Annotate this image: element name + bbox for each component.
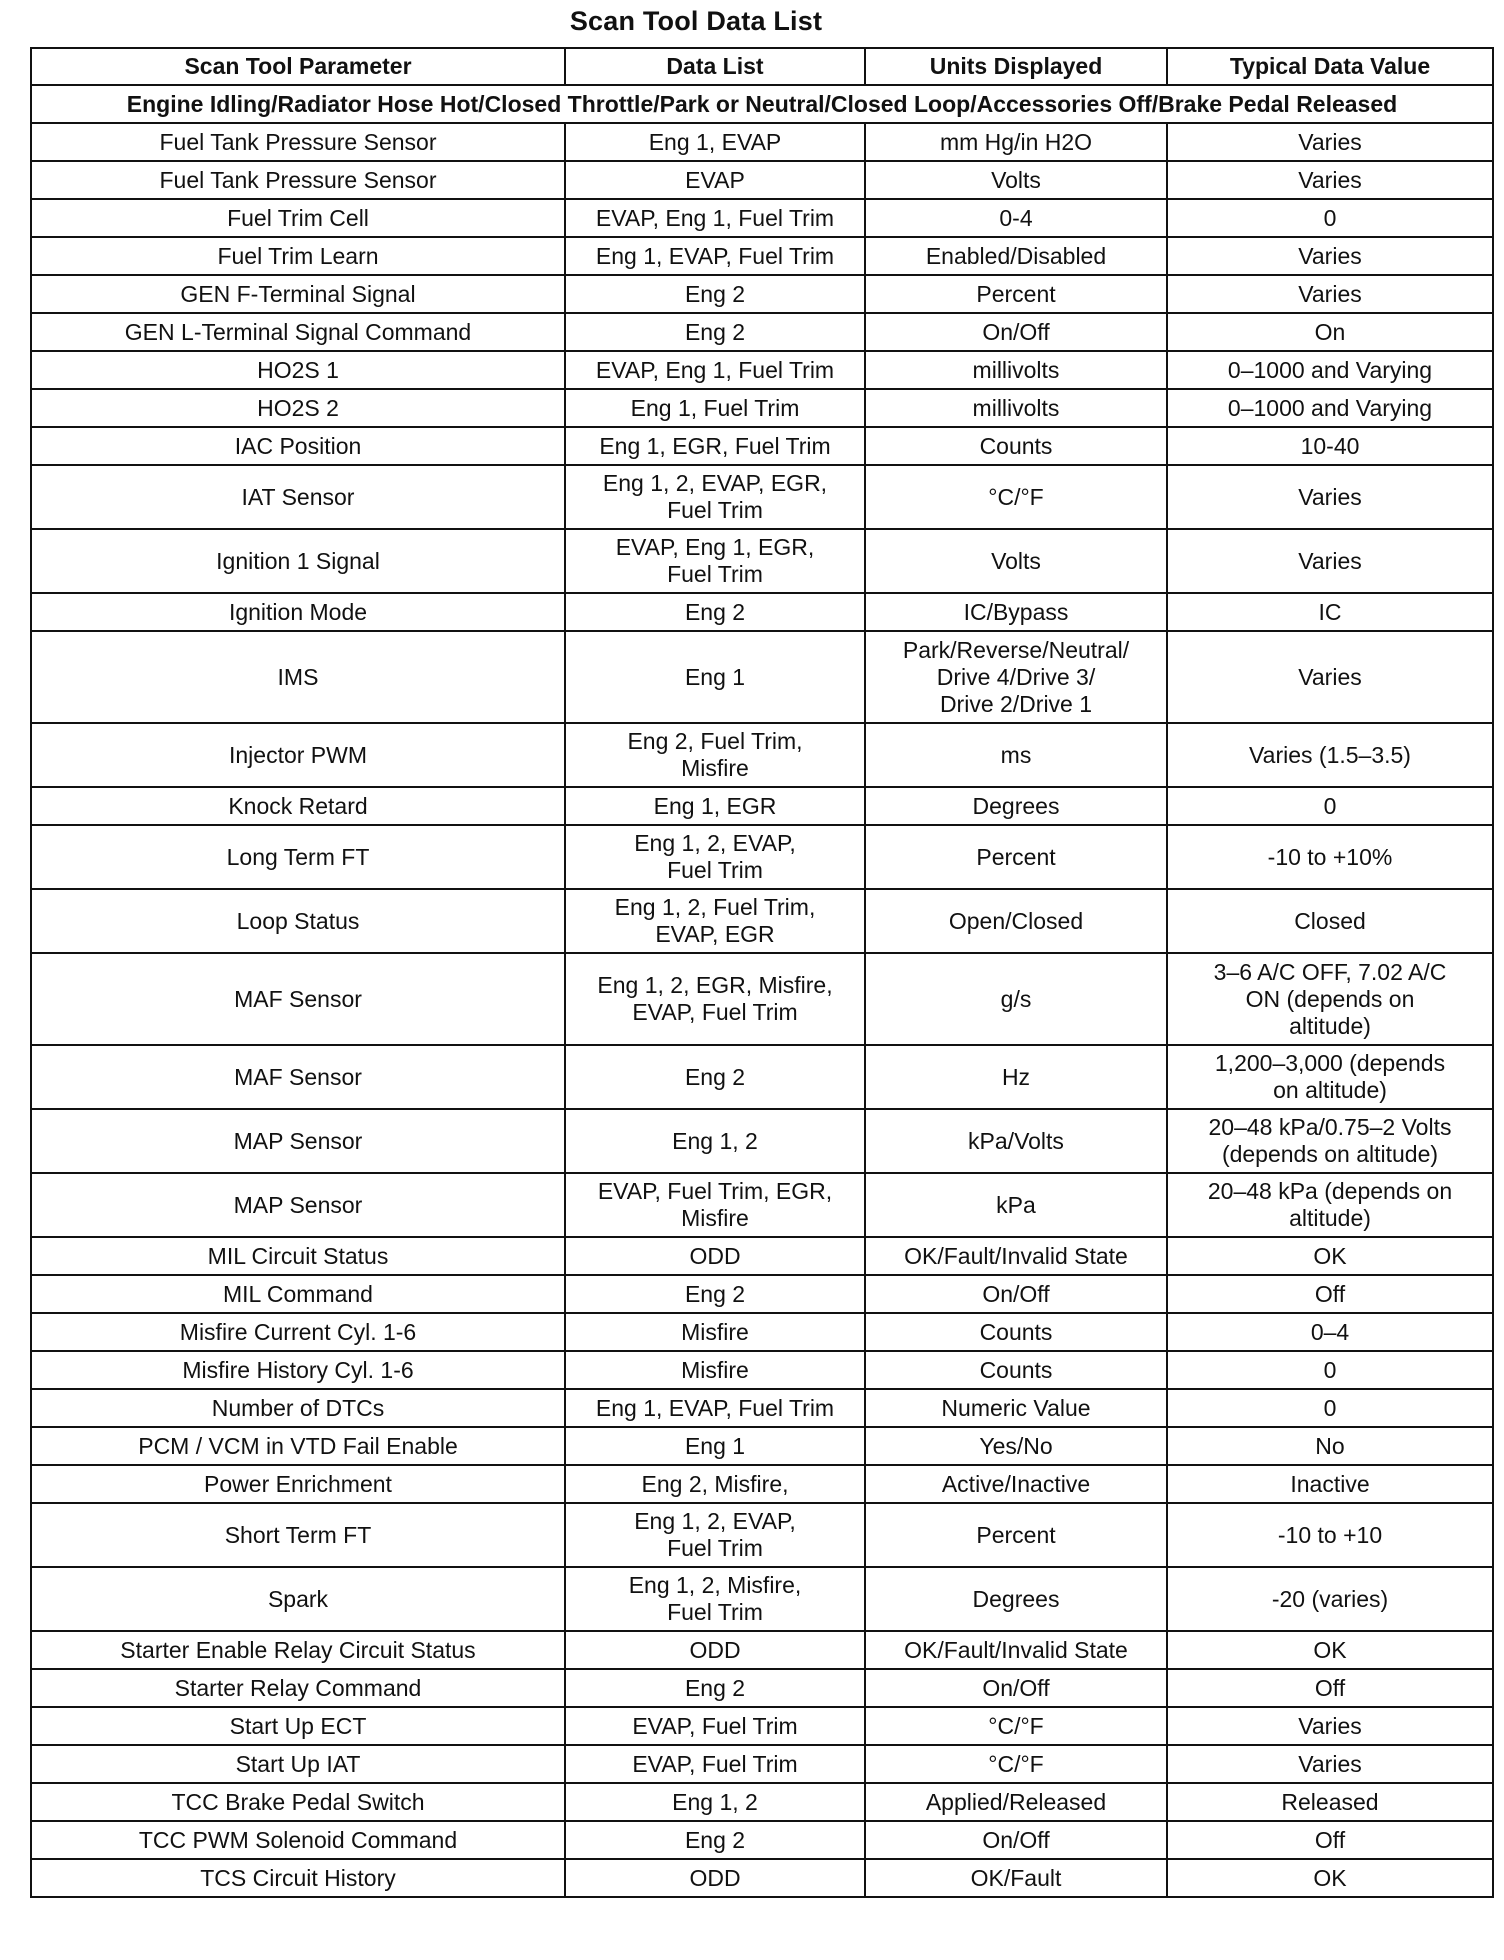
table-row (31, 1275, 1493, 1313)
cell-parameter: IAT Sensor (31, 465, 565, 529)
cell-parameter: Ignition Mode (31, 593, 565, 631)
cell-data-list: Misfire (565, 1313, 865, 1351)
cell-units: On/Off (865, 313, 1167, 351)
cell-units: Park/Reverse/Neutral/ Drive 4/Drive 3/ Drive 2/Drive 1 (865, 631, 1167, 723)
cell-typical-value: 3–6 A/C OFF, 7.02 A/C ON (depends on altitude) (1167, 953, 1493, 1045)
table-row (31, 1783, 1493, 1821)
cell-data-list: EVAP, Fuel Trim (565, 1707, 865, 1745)
table-row (31, 889, 1493, 953)
table-row (31, 1707, 1493, 1745)
cell-typical-value: 0 (1167, 1351, 1493, 1389)
cell-typical-value: Varies (1167, 631, 1493, 723)
cell-parameter: Starter Enable Relay Circuit Status (31, 1631, 565, 1669)
table-row (31, 953, 1493, 1045)
table-row (31, 465, 1493, 529)
cell-data-list: Eng 2 (565, 313, 865, 351)
cell-data-list: Misfire (565, 1351, 865, 1389)
table-body (31, 85, 1493, 1897)
table-row (31, 787, 1493, 825)
cell-parameter: Long Term FT (31, 825, 565, 889)
cell-data-list: Eng 1, EVAP, Fuel Trim (565, 1389, 865, 1427)
cell-typical-value: OK (1167, 1859, 1493, 1897)
cell-data-list: Eng 2 (565, 1275, 865, 1313)
column-header-typical-value: Typical Data Value (1167, 48, 1493, 85)
cell-typical-value: Off (1167, 1821, 1493, 1859)
cell-units: mm Hg/in H2O (865, 123, 1167, 161)
cell-parameter: Start Up ECT (31, 1707, 565, 1745)
cell-parameter: MAP Sensor (31, 1109, 565, 1173)
cell-units: Percent (865, 275, 1167, 313)
cell-typical-value: Off (1167, 1275, 1493, 1313)
column-header-units: Units Displayed (865, 48, 1167, 85)
page-title: Scan Tool Data List (569, 6, 823, 36)
cell-data-list: Eng 2 (565, 1045, 865, 1109)
table-row (31, 825, 1493, 889)
cell-data-list: EVAP, Eng 1, Fuel Trim (565, 351, 865, 389)
condition-text: Engine Idling/Radiator Hose Hot/Closed Throttle/Park or Neutral/Closed Loop/Accessories Off/Brake Pedal Released (31, 85, 1493, 123)
table-row (31, 1745, 1493, 1783)
cell-typical-value: 10-40 (1167, 427, 1493, 465)
cell-typical-value: 0 (1167, 787, 1493, 825)
cell-data-list: ODD (565, 1859, 865, 1897)
cell-typical-value: 0 (1167, 1389, 1493, 1427)
cell-typical-value: Released (1167, 1783, 1493, 1821)
cell-parameter: TCS Circuit History (31, 1859, 565, 1897)
cell-data-list: Eng 1, 2 (565, 1109, 865, 1173)
cell-parameter: TCC PWM Solenoid Command (31, 1821, 565, 1859)
table-row (31, 351, 1493, 389)
cell-parameter: Ignition 1 Signal (31, 529, 565, 593)
cell-parameter: MAP Sensor (31, 1173, 565, 1237)
cell-parameter: Power Enrichment (31, 1465, 565, 1503)
cell-data-list: Eng 1 (565, 631, 865, 723)
cell-typical-value: Varies (1167, 465, 1493, 529)
cell-parameter: GEN L-Terminal Signal Command (31, 313, 565, 351)
condition-row (31, 85, 1493, 123)
cell-parameter: Fuel Trim Learn (31, 237, 565, 275)
cell-typical-value: Varies (1167, 161, 1493, 199)
cell-parameter: Fuel Tank Pressure Sensor (31, 123, 565, 161)
cell-parameter: MIL Command (31, 1275, 565, 1313)
cell-data-list: Eng 2 (565, 1669, 865, 1707)
cell-data-list: EVAP, Fuel Trim, EGR, Misfire (565, 1173, 865, 1237)
cell-parameter: Misfire Current Cyl. 1-6 (31, 1313, 565, 1351)
table-row (31, 389, 1493, 427)
cell-units: Volts (865, 529, 1167, 593)
cell-typical-value: Varies (1167, 123, 1493, 161)
cell-typical-value: 0–1000 and Varying (1167, 389, 1493, 427)
cell-parameter: Starter Relay Command (31, 1669, 565, 1707)
cell-parameter: Number of DTCs (31, 1389, 565, 1427)
cell-typical-value: No (1167, 1427, 1493, 1465)
table-row (31, 161, 1493, 199)
cell-typical-value: -20 (varies) (1167, 1567, 1493, 1631)
table-row (31, 1313, 1493, 1351)
cell-data-list: Eng 2 (565, 1821, 865, 1859)
cell-typical-value: On (1167, 313, 1493, 351)
cell-typical-value: -10 to +10% (1167, 825, 1493, 889)
cell-data-list: Eng 1, 2 (565, 1783, 865, 1821)
cell-data-list: Eng 2 (565, 275, 865, 313)
table-row (31, 1821, 1493, 1859)
table-row (31, 313, 1493, 351)
cell-typical-value: OK (1167, 1237, 1493, 1275)
cell-data-list: Eng 1, EGR, Fuel Trim (565, 427, 865, 465)
cell-data-list: Eng 1, EVAP, Fuel Trim (565, 237, 865, 275)
cell-data-list: Eng 2 (565, 593, 865, 631)
table-row (31, 1045, 1493, 1109)
cell-parameter: TCC Brake Pedal Switch (31, 1783, 565, 1821)
cell-typical-value: OK (1167, 1631, 1493, 1669)
cell-typical-value: 20–48 kPa/0.75–2 Volts (depends on altitude) (1167, 1109, 1493, 1173)
cell-typical-value: Varies (1167, 529, 1493, 593)
table-row (31, 275, 1493, 313)
table-row (31, 1427, 1493, 1465)
cell-units: kPa/Volts (865, 1109, 1167, 1173)
cell-units: Volts (865, 161, 1167, 199)
table-row (31, 1503, 1493, 1567)
cell-data-list: EVAP (565, 161, 865, 199)
cell-units: On/Off (865, 1821, 1167, 1859)
cell-parameter: Spark (31, 1567, 565, 1631)
table-row (31, 1109, 1493, 1173)
table-row (31, 1237, 1493, 1275)
cell-data-list: Eng 2, Misfire, (565, 1465, 865, 1503)
table-row (31, 123, 1493, 161)
cell-units: Degrees (865, 1567, 1167, 1631)
cell-data-list: EVAP, Eng 1, EGR, Fuel Trim (565, 529, 865, 593)
column-header-data-list: Data List (565, 48, 865, 85)
cell-parameter: IAC Position (31, 427, 565, 465)
cell-data-list: EVAP, Fuel Trim (565, 1745, 865, 1783)
cell-parameter: PCM / VCM in VTD Fail Enable (31, 1427, 565, 1465)
cell-typical-value: Varies (1167, 237, 1493, 275)
column-header-parameter: Scan Tool Parameter (31, 48, 565, 85)
cell-units: kPa (865, 1173, 1167, 1237)
cell-data-list: Eng 1 (565, 1427, 865, 1465)
cell-typical-value: Varies (1167, 1707, 1493, 1745)
cell-typical-value: Closed (1167, 889, 1493, 953)
cell-parameter: Injector PWM (31, 723, 565, 787)
cell-units: 0-4 (865, 199, 1167, 237)
cell-units: Numeric Value (865, 1389, 1167, 1427)
cell-units: °C/°F (865, 1707, 1167, 1745)
table-row (31, 529, 1493, 593)
table-row (31, 723, 1493, 787)
table-row (31, 1859, 1493, 1897)
cell-units: Counts (865, 427, 1167, 465)
cell-parameter: Short Term FT (31, 1503, 565, 1567)
cell-units: On/Off (865, 1669, 1167, 1707)
table-row (31, 1567, 1493, 1631)
cell-parameter: HO2S 1 (31, 351, 565, 389)
cell-units: Percent (865, 825, 1167, 889)
cell-data-list: Eng 1, 2, EVAP, EGR, Fuel Trim (565, 465, 865, 529)
cell-typical-value: Varies (1167, 275, 1493, 313)
cell-data-list: Eng 1, 2, EVAP, Fuel Trim (565, 1503, 865, 1567)
cell-typical-value: Varies (1167, 1745, 1493, 1783)
cell-units: millivolts (865, 351, 1167, 389)
header-row (31, 48, 1493, 85)
cell-typical-value: Off (1167, 1669, 1493, 1707)
cell-units: Open/Closed (865, 889, 1167, 953)
cell-data-list: Eng 1, EGR (565, 787, 865, 825)
table-row (31, 1669, 1493, 1707)
cell-data-list: Eng 1, 2, Fuel Trim, EVAP, EGR (565, 889, 865, 953)
cell-units: °C/°F (865, 465, 1167, 529)
cell-typical-value: 1,200–3,000 (depends on altitude) (1167, 1045, 1493, 1109)
cell-units: Counts (865, 1351, 1167, 1389)
cell-units: ms (865, 723, 1167, 787)
cell-data-list: EVAP, Eng 1, Fuel Trim (565, 199, 865, 237)
cell-units: Percent (865, 1503, 1167, 1567)
cell-parameter: Fuel Trim Cell (31, 199, 565, 237)
cell-typical-value: 0–4 (1167, 1313, 1493, 1351)
table-row (31, 1465, 1493, 1503)
cell-units: millivolts (865, 389, 1167, 427)
table-row (31, 593, 1493, 631)
cell-data-list: ODD (565, 1631, 865, 1669)
cell-typical-value: Varies (1.5–3.5) (1167, 723, 1493, 787)
cell-units: IC/Bypass (865, 593, 1167, 631)
cell-data-list: Eng 1, 2, Misfire, Fuel Trim (565, 1567, 865, 1631)
table-row (31, 1389, 1493, 1427)
table-row (31, 427, 1493, 465)
cell-parameter: MAF Sensor (31, 1045, 565, 1109)
cell-parameter: Loop Status (31, 889, 565, 953)
cell-typical-value: 0 (1167, 199, 1493, 237)
cell-typical-value: IC (1167, 593, 1493, 631)
table-row (31, 199, 1493, 237)
cell-data-list: Eng 1, Fuel Trim (565, 389, 865, 427)
cell-typical-value: Inactive (1167, 1465, 1493, 1503)
cell-parameter: MAF Sensor (31, 953, 565, 1045)
cell-units: Yes/No (865, 1427, 1167, 1465)
cell-units: OK/Fault (865, 1859, 1167, 1897)
cell-units: °C/°F (865, 1745, 1167, 1783)
table-row (31, 631, 1493, 723)
cell-parameter: HO2S 2 (31, 389, 565, 427)
cell-typical-value: 0–1000 and Varying (1167, 351, 1493, 389)
cell-parameter: MIL Circuit Status (31, 1237, 565, 1275)
cell-units: Enabled/Disabled (865, 237, 1167, 275)
table-row (31, 1631, 1493, 1669)
cell-units: Degrees (865, 787, 1167, 825)
cell-data-list: Eng 1, 2, EVAP, Fuel Trim (565, 825, 865, 889)
table-row (31, 237, 1493, 275)
table-row (31, 1173, 1493, 1237)
cell-units: Applied/Released (865, 1783, 1167, 1821)
cell-typical-value: -10 to +10 (1167, 1503, 1493, 1567)
table-row (31, 1351, 1493, 1389)
cell-units: On/Off (865, 1275, 1167, 1313)
cell-units: g/s (865, 953, 1167, 1045)
cell-parameter: Knock Retard (31, 787, 565, 825)
cell-units: Active/Inactive (865, 1465, 1167, 1503)
cell-units: OK/Fault/Invalid State (865, 1631, 1167, 1669)
cell-units: Counts (865, 1313, 1167, 1351)
cell-units: OK/Fault/Invalid State (865, 1237, 1167, 1275)
cell-typical-value: 20–48 kPa (depends on altitude) (1167, 1173, 1493, 1237)
cell-parameter: GEN F-Terminal Signal (31, 275, 565, 313)
cell-parameter: Fuel Tank Pressure Sensor (31, 161, 565, 199)
cell-parameter: IMS (31, 631, 565, 723)
cell-data-list: Eng 1, EVAP (565, 123, 865, 161)
cell-data-list: ODD (565, 1237, 865, 1275)
cell-parameter: Misfire History Cyl. 1-6 (31, 1351, 565, 1389)
cell-data-list: Eng 2, Fuel Trim, Misfire (565, 723, 865, 787)
scan-tool-data-table (30, 47, 1494, 1898)
cell-data-list: Eng 1, 2, EGR, Misfire, EVAP, Fuel Trim (565, 953, 865, 1045)
cell-parameter: Start Up IAT (31, 1745, 565, 1783)
cell-units: Hz (865, 1045, 1167, 1109)
